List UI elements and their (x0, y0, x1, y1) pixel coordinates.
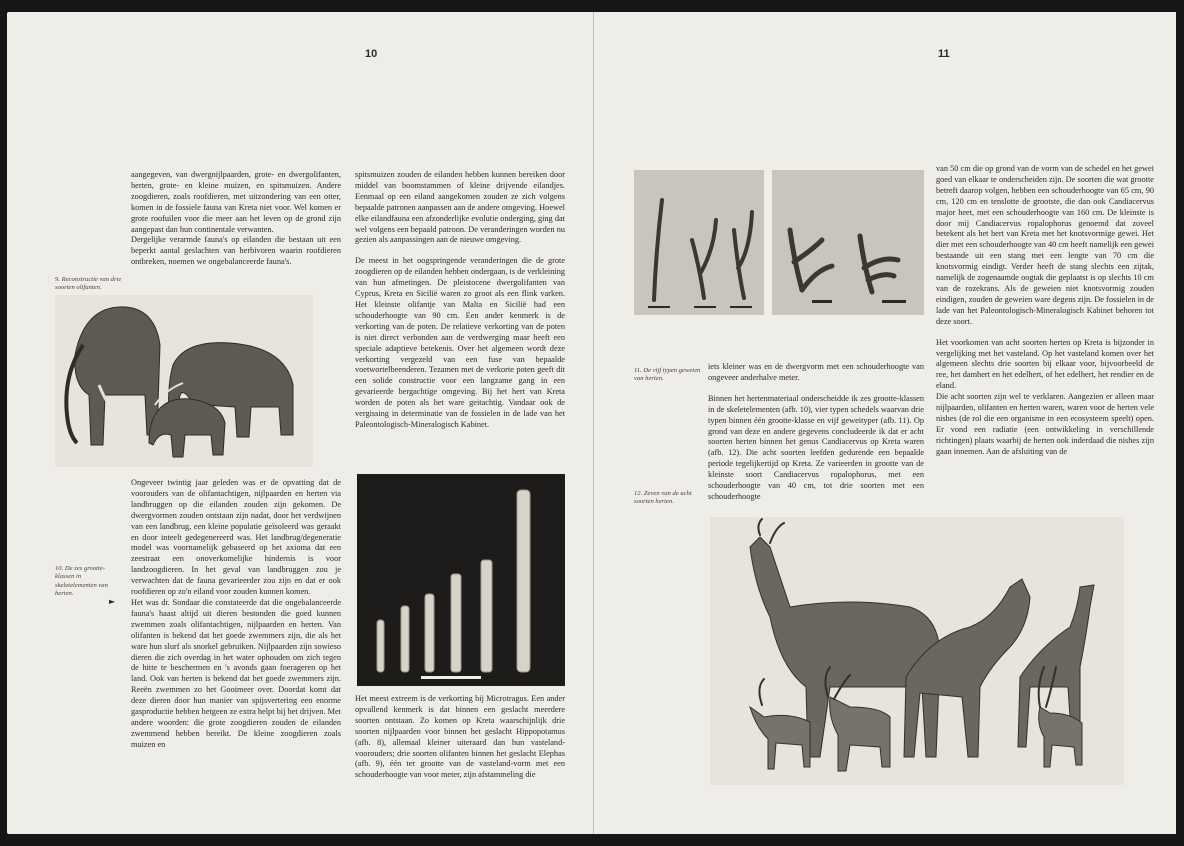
page-number-left: 10 (365, 48, 378, 60)
caption-figure-10: 10. De zes grootte-klassen in skeletelementen van herten. (55, 565, 108, 598)
paragraph: Binnen het hertenmateriaal onderscheidde ik zes grootte-klassen in de skeletelementen (afb. 10), vier typen schedels waarvan drie typen binnen één grootte-klasse en vijf geweityper (afb. 11). Op grond van deze en andere gegevens concludeerde ik dat er acht soorten herten binnen het genus Candiacervus op Kreta waren (afb. 12). Die acht soorten leefden gedurende een bepaalde periode tegelijkertijd op Kreta. Ze varieerden in grootte van de kleinste soort Candiacervus ropalophorus, met een schouderhoogte van 40 cm, tot drie soorten met een schouderhoogte (708, 393, 924, 501)
paragraph: Het voorkomen van acht soorten herten op Kreta is bijzonder in vergelijking met het vasteland. Op het vasteland komen over het algemeen slechts drie soorten bij elkaar voor, bijvoorbeeld de ree, het damhert en het edelhert, of het edelhert, het rendier en de eland. (936, 337, 1154, 391)
bones-photo (357, 474, 565, 686)
antler-drawing-2 (772, 170, 924, 315)
caption-figure-12: 12. Zeven van de acht soorten herten. (634, 490, 692, 506)
deer-illustration (710, 517, 1124, 785)
paragraph: spitsmuizen zouden de eilanden hebben kunnen bereiken door middel van boomstammen of kleine drijvende eilandjes. Eenmaal op een eiland aangekomen zouden ze zich volgens bepaalde patronen aanpassen aan de andere omgeving. Hoewel elke eilandfauna een afzonderlijke evolutie onderging, ging dat wel volgens een bepaald patroon. De veranderingen worden nu gezien als aanpassingen aan de nieuwe omgeving. (355, 170, 565, 245)
left-col2-top (355, 170, 565, 431)
deer-drawing (710, 517, 1124, 785)
left-col2-bottom: Het meest extreem is de verkorting bij Microtragus. Een ander opvallend kenmerk is dat binnen een geslacht meerdere soorten ontstaan. Zo komen op Kreta waarschijnlijk drie soorten nijlpaarden voor binnen het geslacht Hippopotamus (afb. 8), allemaal kleiner uiteraard dan hun vasteland-voorouders; drie soorten olifanten binnen het geslacht Elephas (afb. 9), één ter grootte van de vasteland-vorm met een schouderhoogte van voor meter, zijn afstammeling die (355, 694, 565, 780)
caption-figure-9: 9. Reconstructie van drie soorten olifanten. (55, 276, 122, 292)
antler-photo-1 (634, 170, 764, 315)
antler-photo-2 (772, 170, 924, 315)
paragraph: Ongeveer twintig jaar geleden was er de opvatting dat de voorouders van de olifantachtigen, nijlpaarden en herten via landbruggen op die eilanden zouden zijn gekomen. De dwergvormen zouden ontstaan zijn nadat, door het verdwijnen van een landbrug, een kleine populatie geïsoleerd was geraakt en door inteelt gedegenereerd was. Het landbrug/degeneratie model was voornamelijk gebaseerd op het axioma dat een zeestraat een onoverkomelijke hindernis is voor landzoogdieren. In het geval van landbruggen zou je verwachten dat de fauna gevarieerder zou zijn en dat er ook roofdieren op zo'n eiland voor zouden kunnen komen. (131, 478, 341, 597)
bones-drawing (357, 474, 565, 686)
right-col1-top (708, 362, 924, 503)
elephants-illustration (55, 295, 313, 467)
page-number-right: 11 (938, 48, 950, 60)
paragraph: De meest in het oogspringende veranderingen die de grote zoogdieren op de eilanden hebben ondergaan, is de verkleining van hun afmetingen. De pleistocene dwergolifanten van Cyprus, Kreta en Sicilië waren zo groot als een flink varken. Het kleinste olifantje van Malta en Sicilië had een schouderhoogte van 90 cm. Een ander kenmerk is de verkorting van de poten. De relatieve verkorting van de poten is niet direct verbonden aan de verdwerging maar heeft een speciale adaptieve betekenis. Over het algemeen wordt deze verkorting vergezeld van een fuse van bepaalde voetwortelbeenderen. Tezamen met de verkorte poten geeft dit een solide constructie voor een langzame gang in een gevarieerde bergachtige omgeving. Bij het hert van Kreta worden de poten als het ware geitachtig. Vandaar ook de vergissing in determinatie van de fossielen in de lade van het Paleontologisch-Mineralogisch Kabinet. (355, 256, 565, 429)
arrow-icon: ► (109, 597, 116, 606)
left-col1-main (131, 478, 341, 751)
caption-figure-11: 11. De vijf typen geweien van herten. (634, 367, 701, 383)
left-page (7, 12, 593, 834)
paragraph: Het was dr. Sondaar die constateerde dat die ongebalanceerde fauna's haast altijd uit dieren bestonden die goed kunnen zwemmen zoals olifantachtigen, nijlpaarden en herten. Van olifanten is bekend dat het goede zwemmers zijn, die als het ware hun slurf als snorkel gebruiken. Nijlpaarden zijn sowieso dieren die zich overdag in het water ophouden om zich tegen de hitte te beschermen en 's avonds gaan foerageren op het land. Ook van herten is bekend dat het goede zwemmers zijn. Reeën zwemmen zo het Gooimeer over. Doordat komt dat deze dieren door hun manier van spijsvertering een enorme gasproductie hebben hetgeen ze extra helpt bij het drijven. Met andere woorden: die grote zoogdieren zouden de eilanden zwemmend hebben bereikt. De kleine zoogdieren zoals muizen en (131, 597, 341, 749)
paragraph: Dergelijke verarmde fauna's op eilanden die bestaan uit een beperkt aantal geslachten van herbivoren waarin roofdieren ontbreken, noemen we ongebalanceerde fauna's. (131, 235, 341, 267)
antler-drawing-1 (634, 170, 764, 315)
right-col2 (936, 164, 1154, 458)
elephants-drawing (55, 295, 313, 467)
paragraph: van 50 cm die op grond van de vorm van de schedel en het gewei goed van elkaar te onderscheiden zijn. De soorten die wat grootte betreft daarop volgen, hebben een schouderhoogte van 65 cm, 90 cm, 120 cm en tenslotte de grootste, die dan ook Candiacervus major heet, met een schouderhoogte van 160 cm. De kleinste is door mij Candiacervus ropalophorus genoemd dat zoveel betekent als het hert van Kreta met het knotsvormige gewei. Het dier met een schouderhoogte van 40 cm heeft namelijk een gewei bestaande uit een stang met een lengte van 70 cm die knotsvormig eindigt. Verder heeft de stang slechts een zijtak, namelijk de zogenaamde oogtak die geplaatst is op slechts 10 cm van de rozekrans. Als de geweien niet knotsvormig zouden eindigen, zouden de geweien ware degens zijn. De fossielen in de lade van het Paleontologisch-Mineralogisch Kabinet behoren tot deze soort. (936, 164, 1154, 326)
paragraph: Die acht soorten zijn wel te verklaren. Aangezien er alleen maar nijlpaarden, olifanten en herten waren, waren voor de herten vele nishes (de rol die een organisme in een ecosysteem speelt) open. Er vond een radiatie (een ontwikkeling in verschillende richtingen) plaats waarbij de herten ook inderdaad die nishes zijn gaan innemen. Aan de afsluiting van de (936, 392, 1154, 456)
right-page (594, 12, 1176, 834)
left-col1-intro (131, 170, 341, 268)
paragraph: iets kleiner was en de dwergvorm met een schouderhoogte van ongeveer anderhalve meter. (708, 362, 924, 382)
paragraph: aangegeven, van dwergnijlpaarden, grote- en dwergolifanten, herten, grote- en kleine muizen, en spitsmuizen. Andere zoogdieren, zoals roofdieren, met uitzondering van een otter, komen in de fossiele fauna van Kreta niet voor. Wel komen er grote roofuilen voor die meer aan het leven op de grond zijn aangepast dan hun continentale verwanten. (131, 170, 341, 234)
